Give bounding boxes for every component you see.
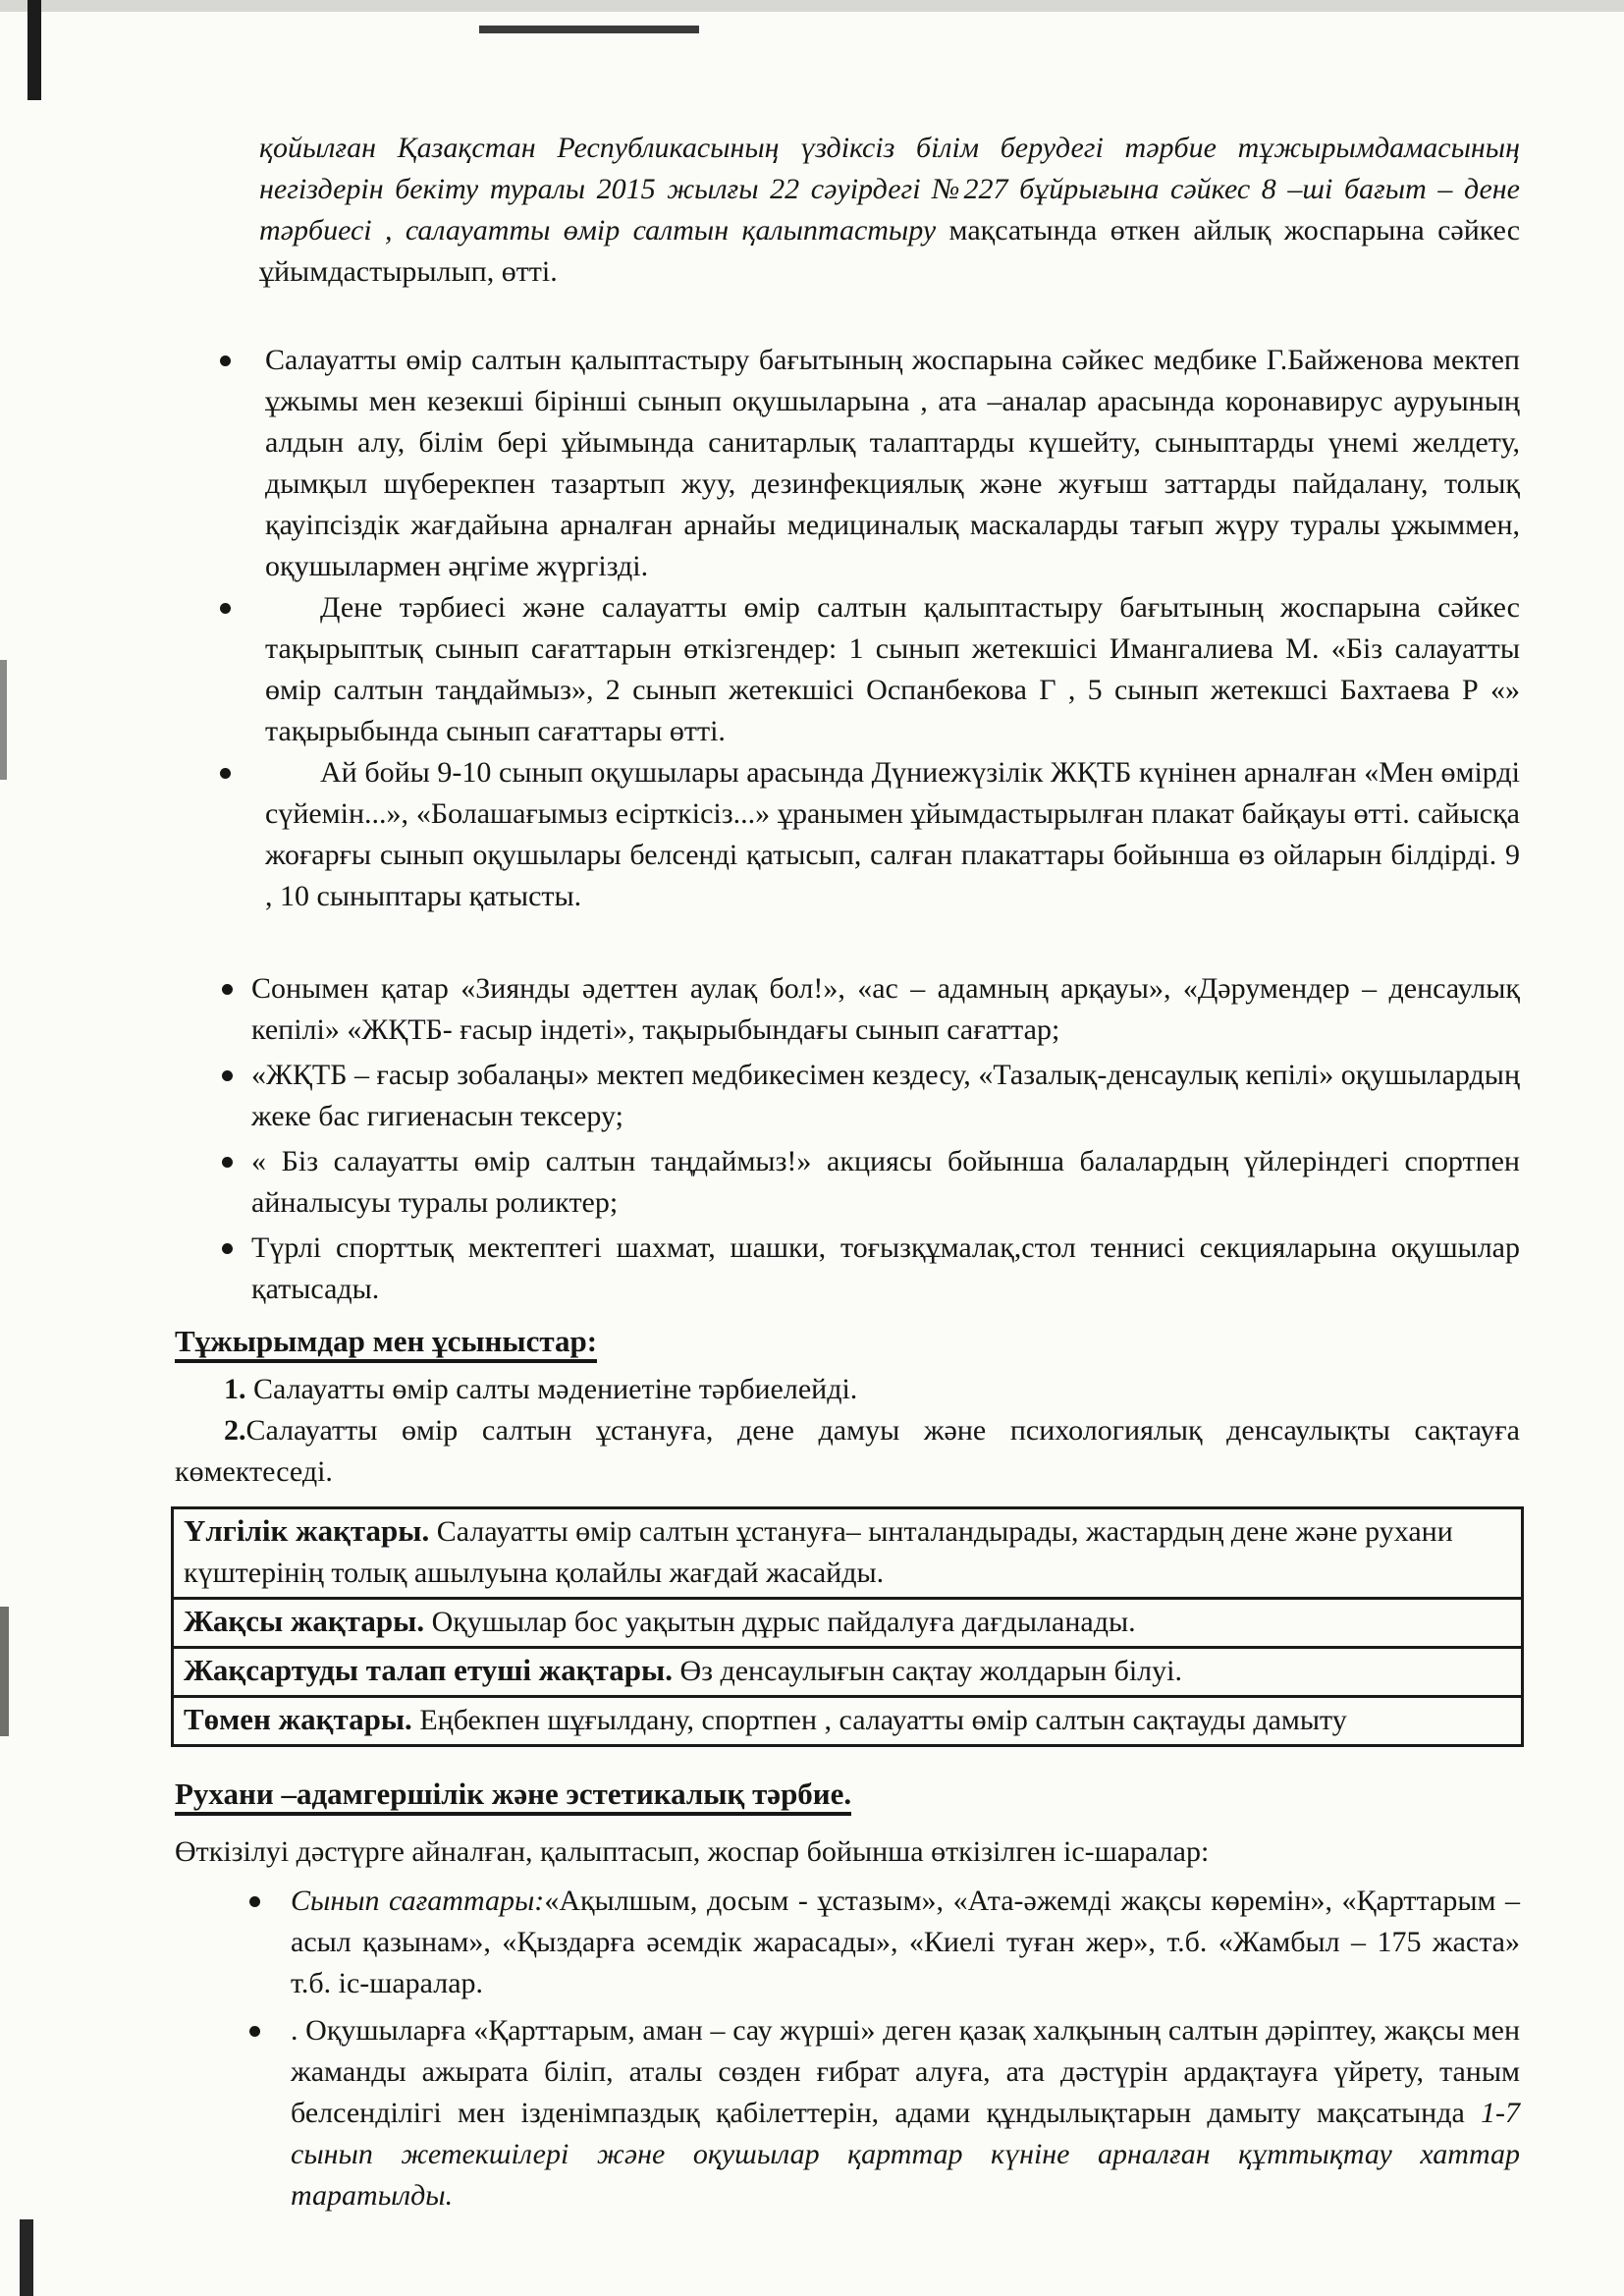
list-item: [175, 1141, 1520, 1224]
list-item: [175, 340, 1520, 587]
list-item: [175, 2010, 1520, 2216]
scan-artifact-top-line: [479, 26, 699, 33]
list-item-text: Сонымен қатар «Зиянды әдеттен аулақ бол!», «ас – адамның арқауы», «Дәрумендер – денсаулық кепілі» «ЖҚТБ- ғасыр індеті», тақырыбындағы сынып сағаттар;: [251, 972, 1520, 1046]
table-cell: [173, 1648, 1523, 1697]
list-item-text: Дене тәрбиесі және салауатты өмір салтын қалыптастыру бағытының жоспарына сәйкес тақырыптық сынып сағаттарын өткізгендер: 1 сынып жетекшісі Имангалиева М. «Біз салауатты өмір салтын таңдаймыз», 2 сынып жетекшісі Оспанбекова Г , 5 сынып жетекшсі Бахтаева Р «» тақырыбында сынып сағаттары өтті.: [265, 591, 1520, 747]
list-item: [175, 1881, 1520, 2004]
intro-paragraph: [175, 128, 1520, 293]
row-label: Төмен жақтары.: [184, 1702, 412, 1736]
scan-artifact-bottom-left: [20, 2219, 33, 2296]
list-item: [175, 587, 1520, 752]
list-item-text: «Ақылшым, досым - ұстазым», «Ата-әжемді жақсы көремін», «Қарттарым – асыл қазынам», «Қыздарға әсемдік жарасады», «Киелі туған жер», т.б. «Жамбыл – 175 жаста» т.б. іс-шаралар.: [291, 1885, 1520, 1999]
list-item-italic-lead: Сынып сағаттары:: [291, 1885, 545, 1917]
table-row: [173, 1508, 1523, 1599]
assessment-table: [171, 1506, 1524, 1747]
table-row: [173, 1599, 1523, 1648]
list-item-text: «ЖҚТБ – ғасыр зобалаңы» мектеп медбикесімен кездесу, «Тазалық-денсаулық кепілі» оқушылардың жеке бас гигиенасын тексеру;: [251, 1059, 1520, 1132]
table-cell: [173, 1508, 1523, 1599]
conclusion-item: [175, 1410, 1520, 1493]
health-activities-list: [175, 340, 1520, 917]
intro-italic-text: қойылған Қазақстан Республикасының үздіксіз білім берудегі тәрбие тұжырымдамасының негіздерін бекіту туралы 2015 жылғы 22 сәуірдегі №227 бұйрығына сәйкес 8 –ші бағыт – дене тәрбиесі , салауатты өмір салтын қалыптастыру: [259, 132, 1520, 246]
conclusion-number: 1.: [224, 1373, 246, 1405]
section2-intro-paragraph: Өткізілуі дәстүрге айналған, қалыптасып, жоспар бойынша өткізілген іс-шаралар:: [175, 1835, 1210, 1868]
section2-activities-list: [175, 1881, 1520, 2216]
list-item-text: Ай бойы 9-10 сынып оқушылары арасында Дүниежүзілік ЖҚТБ күнінен арналған «Мен өмірді сүйемін...», «Болашағымыз есірткісіз...» ұранымен ұйымдастырылған плакат байқауы өтті. сайысқа жоғарғы сынып оқушылары белсенді қатысып, салған плакаттары бойынша өз ойларын білдірді. 9 , 10 сыныптары қатысты.: [265, 756, 1520, 912]
scan-artifact-left-edge-1: [0, 660, 7, 780]
table-row: [173, 1648, 1523, 1697]
document-body: [175, 128, 1520, 2222]
section2-heading: [175, 1773, 1520, 1816]
row-text: Салауатты өмір салтын ұстануға– ынталандырады, жастардың дене және рухани күштерінің толық ашылуына қолайлы жағдай жасайды.: [184, 1515, 1453, 1589]
list-item: [175, 752, 1520, 917]
row-text: Оқушылар бос уақытын дұрыс пайдалуға дағдыланады.: [431, 1606, 1136, 1638]
scan-artifact-left-edge-2: [0, 1607, 9, 1736]
list-item-text: « Біз салауатты өмір салтын таңдаймыз!» акциясы бойынша балалардың үйлеріндегі спортпен айналысуы туралы роликтер;: [251, 1145, 1520, 1219]
table-row: [173, 1697, 1523, 1746]
conclusion-number: 2.: [224, 1414, 246, 1447]
list-item: [175, 1055, 1520, 1137]
intro-regular-text: мақсатында өткен айлық жоспарына сәйкес ұйымдастырылып, өтті.: [259, 214, 1521, 288]
conclusions-heading-text: Тұжырымдар мен ұсыныстар:: [175, 1324, 597, 1363]
scan-artifact-top-strip: [0, 0, 1624, 12]
row-label: Жақсартуды талап етуші жақтары.: [184, 1653, 673, 1687]
scan-artifact-top-left: [27, 0, 41, 100]
list-item-italic-tail: 1-7 сынып жетекшілері және оқушылар қарттар күніне арналған құттықтау хаттар таратылды.: [291, 2097, 1520, 2212]
list-item-text: Салауатты өмір салтын қалыптастыру бағытының жоспарына сәйкес медбике Г.Байженова мектеп ұжымы мен кезекші бірінші сынып оқушыларына , ата –аналар арасында коронавирус ауруының алдын алу, білім бері ұйымында санитарлық талаптарды күшейту, сыныптарды үнемі желдету, дымқыл шүберекпен тазартып жуу, дезинфекциялық және жуғыш заттарды пайдалану, толық қауіпсіздік жағдайына арналған арнайы медициналық маскаларды тағып жүру туралы ұжыммен, оқушылармен әңгіме жүргізді.: [265, 344, 1520, 582]
list-item: [175, 968, 1520, 1051]
conclusion-text: Салауатты өмір салты мәдениетіне тәрбиелейді.: [245, 1373, 858, 1405]
section2-heading-text: Рухани –адамгершілік және эстетикалық тәрбие.: [175, 1777, 851, 1816]
row-label: Үлгілік жақтары.: [184, 1513, 430, 1548]
conclusion-text: Салауатты өмір салтын ұстануға, дене дамуы және психологиялық денсаулықты сақтауға көмектеседі.: [175, 1414, 1520, 1488]
list-item: [175, 1228, 1520, 1310]
row-label: Жақсы жақтары.: [184, 1604, 425, 1638]
conclusions-heading: [175, 1320, 1520, 1363]
list-item-text: Түрлі спорттық мектептегі шахмат, шашки, тоғызқұмалақ,стол теннисі секцияларына оқушылар қатысады.: [251, 1231, 1520, 1305]
row-text: Өз денсаулығын сақтау жолдарын білуі.: [679, 1655, 1182, 1687]
table-cell: [173, 1697, 1523, 1746]
health-activities-extra-list: [175, 968, 1520, 1310]
table-cell: [173, 1599, 1523, 1648]
list-item-text: . Оқушыларға «Қарттарым, аман – сау жүрші» деген қазақ халқының салтын дәріптеу, жақсы мен жаманды ажырата біліп, аталы сөзден ғибрат алуға, ата дәстүрін ардақтауға үйрету, таным белсенділігі мен ізденімпаздық қабілеттерін, адами құндылықтарын дамыту мақсатында: [291, 2014, 1520, 2129]
row-text: Еңбекпен шұғылдану, спортпен , салауатты өмір салтын сақтауды дамыту: [419, 1704, 1347, 1736]
conclusion-item: [175, 1369, 1520, 1410]
